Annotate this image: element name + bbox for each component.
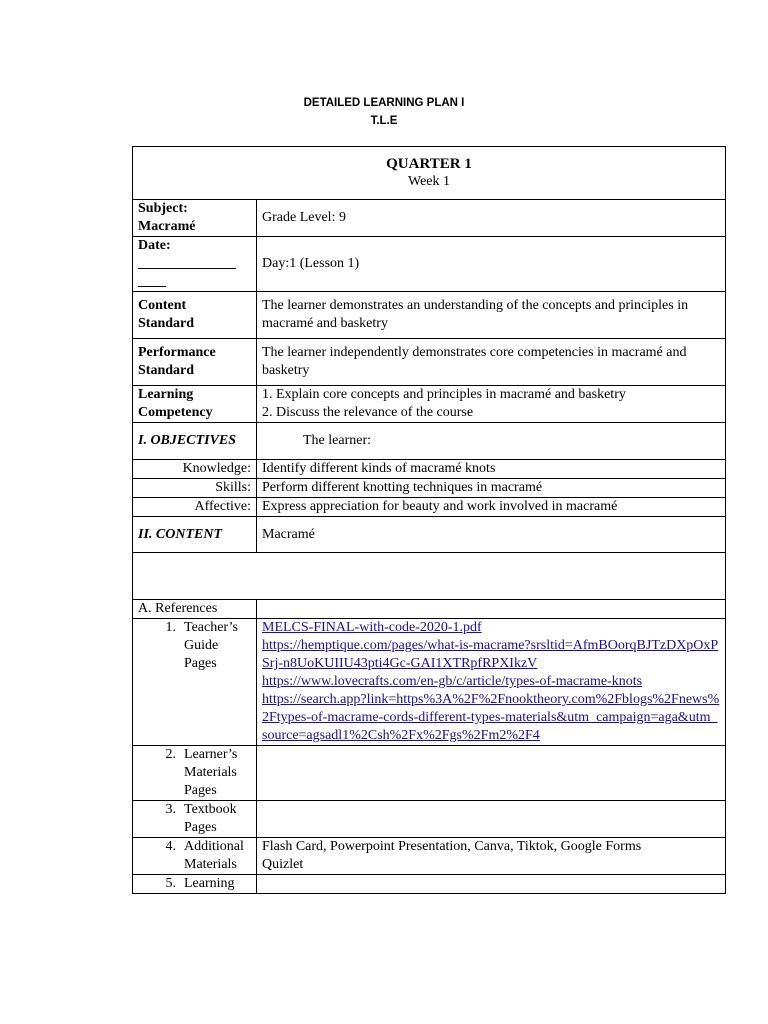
learners-materials-num: 2.	[165, 747, 176, 762]
additional-materials-text	[257, 838, 726, 875]
textbook-num: 3.	[165, 802, 176, 817]
objectives-label: I. OBJECTIVES	[133, 423, 257, 460]
teachers-guide-label-line2: Guide	[184, 638, 219, 653]
date-blank-line1: ______________	[138, 256, 236, 271]
content-standard-label	[133, 292, 257, 339]
learning-competency-label-line2: Competency	[138, 405, 213, 420]
content-row	[133, 517, 726, 553]
grade-level: Grade Level: 9	[257, 200, 726, 237]
learning-label	[133, 875, 257, 894]
content-text: Macramé	[257, 517, 726, 553]
reference-link-search-app[interactable]: https://search.app?link=https%3A%2F%2Fnooktheory.com%2Fblogs%2Fnews%2Ftypes-of-macrame-cords-different-types-materials&utm_campaign=aga&utm_source=agsadl1%2Csh%2Fx%2Fgs%2Fm2%2F4	[262, 692, 720, 743]
day-lesson: Day:1 (Lesson 1)	[257, 237, 726, 292]
heading-title: DETAILED LEARNING PLAN I	[303, 97, 465, 109]
competency-item-1: 1. Explain core concepts and principles in macramé and basketry	[262, 387, 626, 402]
teachers-guide-num: 1.	[165, 620, 176, 635]
objectives-row	[133, 423, 726, 460]
skills-text: Perform different knotting techniques in macramé	[257, 479, 726, 498]
knowledge-text: Identify different kinds of macramé knots	[257, 460, 726, 479]
learning-num: 5.	[165, 876, 176, 891]
performance-standard-row	[133, 339, 726, 386]
teachers-guide-row	[133, 619, 726, 746]
subject-label-line2: Macramé	[138, 219, 196, 234]
teachers-guide-label-line1: Teacher’s	[184, 620, 238, 635]
performance-standard-label-line1: Performance	[138, 345, 216, 360]
skills-label: Skills:	[133, 479, 257, 498]
content-standard-row	[133, 292, 726, 339]
date-label	[133, 237, 257, 292]
additional-materials-label	[133, 838, 257, 875]
objectives-intro: The learner:	[257, 423, 726, 460]
quarter-row	[133, 147, 726, 200]
affective-label: Affective:	[133, 498, 257, 517]
content-standard-label-line1: Content	[138, 298, 187, 313]
subject-label	[133, 200, 257, 237]
skills-row	[133, 479, 726, 498]
quarter-title: QUARTER 1	[386, 156, 472, 172]
additional-materials-line2: Quizlet	[262, 857, 304, 872]
teachers-guide-label	[133, 619, 257, 746]
learning-value	[257, 875, 726, 894]
content-label: II. CONTENT	[133, 517, 257, 553]
knowledge-label: Knowledge:	[133, 460, 257, 479]
learners-materials-label-line3: Pages	[184, 783, 217, 798]
additional-materials-label-line2: Materials	[184, 857, 237, 872]
references-label: A. References	[133, 600, 257, 619]
additional-materials-row	[133, 838, 726, 875]
date-label-text: Date:	[138, 238, 171, 253]
document-heading	[0, 94, 768, 130]
learners-materials-label-line2: Materials	[184, 765, 237, 780]
learners-materials-label-line1: Learner’s	[184, 747, 238, 762]
subject-row	[133, 200, 726, 237]
teachers-guide-label-line3: Pages	[184, 656, 217, 671]
quarter-week: Week 1	[407, 174, 451, 189]
performance-standard-label-line2: Standard	[138, 363, 195, 378]
textbook-row	[133, 801, 726, 838]
learning-label-line1: Learning	[184, 876, 235, 891]
additional-materials-num: 4.	[165, 839, 176, 854]
date-row	[133, 237, 726, 292]
teachers-guide-links	[257, 619, 726, 746]
textbook-value	[257, 801, 726, 838]
learning-competency-label-line1: Learning	[138, 387, 194, 402]
additional-materials-label-line1: Additional	[184, 839, 244, 854]
blank-cell	[133, 553, 726, 600]
reference-link-lovecrafts[interactable]: https://www.lovecrafts.com/en-gb/c/article/types-of-macrame-knots	[262, 674, 643, 689]
learning-row	[133, 875, 726, 894]
subject-label-line1: Subject:	[138, 201, 188, 216]
textbook-label	[133, 801, 257, 838]
references-value	[257, 600, 726, 619]
textbook-label-line1: Textbook	[184, 802, 237, 817]
learning-competency-row	[133, 386, 726, 423]
learning-competency-label	[133, 386, 257, 423]
blank-row	[133, 553, 726, 600]
quarter-cell	[133, 147, 726, 200]
affective-row	[133, 498, 726, 517]
references-row	[133, 600, 726, 619]
reference-link-melcs[interactable]: MELCS-FINAL-with-code-2020-1.pdf	[262, 620, 482, 635]
performance-standard-text: The learner independently demonstrates core competencies in macramé and basketry	[257, 339, 726, 386]
learners-materials-value	[257, 746, 726, 801]
performance-standard-label	[133, 339, 257, 386]
heading-subject: T.L.E	[370, 115, 398, 127]
affective-text: Express appreciation for beauty and work involved in macramé	[257, 498, 726, 517]
reference-link-hemptique[interactable]: https://hemptique.com/pages/what-is-macrame?srsltid=AfmBOorqBJTzDXpOxPSrj-n8UoKUIIU43pti4Gc-GAI1XTRpfRPXIkzV	[262, 638, 719, 671]
learners-materials-row	[133, 746, 726, 801]
learners-materials-label	[133, 746, 257, 801]
learning-competency-text	[257, 386, 726, 423]
learning-plan-table	[132, 146, 726, 894]
content-standard-text: The learner demonstrates an understanding of the concepts and principles in macramé and basketry	[257, 292, 726, 339]
content-standard-label-line2: Standard	[138, 316, 195, 331]
textbook-label-line2: Pages	[184, 820, 217, 835]
knowledge-row	[133, 460, 726, 479]
competency-item-2: 2. Discuss the relevance of the course	[262, 405, 474, 420]
date-blank-line2: ____	[138, 274, 166, 289]
additional-materials-line1: Flash Card, Powerpoint Presentation, Canva, Tiktok, Google Forms	[262, 839, 642, 854]
